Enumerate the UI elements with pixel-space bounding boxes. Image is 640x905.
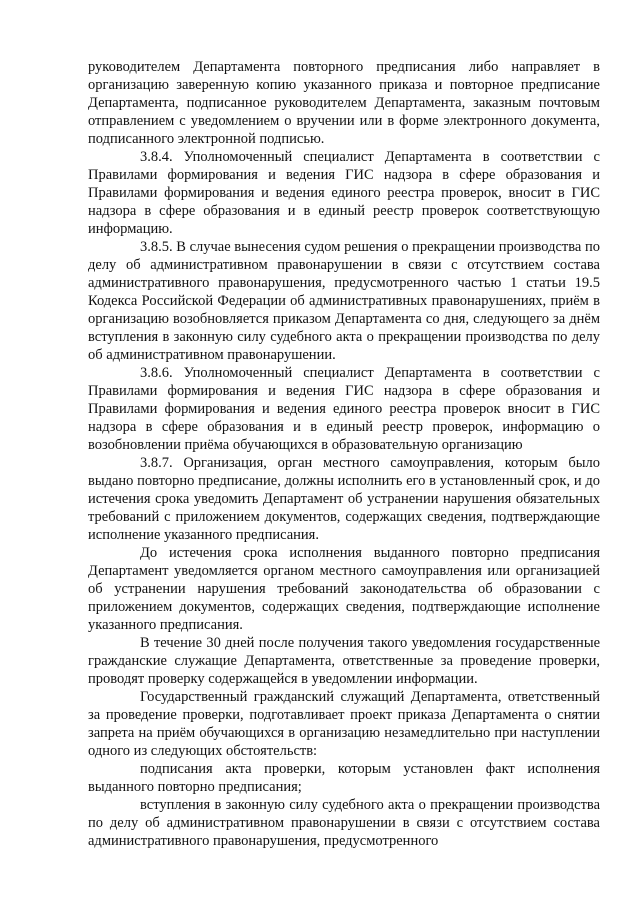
paragraph-text: До истечения срока исполнения выданного повторно предписания Департамент уведомляется органом местного самоуправления или организацией об устранении нарушения требований законодательства об образовании с приложением документов, содержащих сведения, подтверждающие исполнение указанного предписания. xyxy=(88,545,600,633)
clause-3-8-6 xyxy=(88,364,600,454)
paragraph-text: В течение 30 дней после получения такого уведомления государственные гражданские служащие Департамента, ответственные за проведение проверки, проводят проверку содержащейся в уведомлении информации. xyxy=(88,635,600,687)
list-item-court-act xyxy=(88,796,600,850)
paragraph-order-draft xyxy=(88,688,600,760)
paragraph-inspection-period xyxy=(88,634,600,688)
paragraph-text: Государственный гражданский служащий Департамента, ответственный за проведение проверки, подготавливает проект приказа Департамента о снятии запрета на приём обучающихся в организацию незамедлительно при наступлении одного из следующих обстоятельств: xyxy=(88,689,600,759)
document-page xyxy=(88,58,600,850)
paragraph-text: вступления в законную силу судебного акта о прекращении производства по делу об административном правонарушении в связи с отсутствием состава административного правонарушения, предусмотренного xyxy=(88,797,600,849)
clause-number: 3.8.6. xyxy=(140,365,173,381)
clause-text: Уполномоченный специалист Департамента в соответствии с Правилами формирования и ведения ГИС надзора в сфере образования и Правилами формирования и ведения единого реестра проверок, вносит в ГИС надзора в сфере образования и в единый реестр проверок соответствующую информацию. xyxy=(88,149,600,237)
paragraph-text: руководителем Департамента повторного предписания либо направляет в организацию заверенную копию указанного приказа и повторное предписание Департамента, подписанное руководителем Департамента, заказным почтовым отправлением с уведомлением о вручении или в форме электронного документа, подписанного электронной подписью. xyxy=(88,59,600,147)
clause-number: 3.8.5. xyxy=(140,239,173,255)
clause-number: 3.8.7. xyxy=(140,455,173,471)
paragraph-notification xyxy=(88,544,600,634)
paragraph-text: подписания акта проверки, которым установлен факт исполнения выданного повторно предписания; xyxy=(88,761,600,795)
clause-text: В случае вынесения судом решения о прекращении производства по делу об административном правонарушении в связи с отсутствием состава административного правонарушения, предусмотренного частью 1 статьи 19.5 Кодекса Российской Федерации об административных правонарушениях, приём в организацию возобновляется приказом Департамента со дня, следующего за днём вступления в законную силу судебного акта о прекращении производства по делу об административном правонарушении. xyxy=(88,239,600,363)
clause-3-8-7 xyxy=(88,454,600,544)
clause-text: Уполномоченный специалист Департамента в соответствии с Правилами формирования и ведения ГИС надзора в сфере образования и Правилами формирования и ведения единого реестра проверок вносит в ГИС надзора в сфере образования и в единый реестр проверок, информацию о возобновлении приёма обучающихся в образовательную организацию xyxy=(88,365,600,453)
clause-number: 3.8.4. xyxy=(140,149,173,165)
paragraph-continuation xyxy=(88,58,600,148)
clause-text: Организация, орган местного самоуправления, которым было выдано повторно предписание, должны исполнить его в установленный срок, и до истечения срока уведомить Департамент об устранении нарушения обязательных требований с приложением документов, содержащих сведения, подтверждающие исполнение указанного предписания. xyxy=(88,455,600,543)
list-item-inspection-act xyxy=(88,760,600,796)
clause-3-8-5 xyxy=(88,238,600,364)
clause-3-8-4 xyxy=(88,148,600,238)
